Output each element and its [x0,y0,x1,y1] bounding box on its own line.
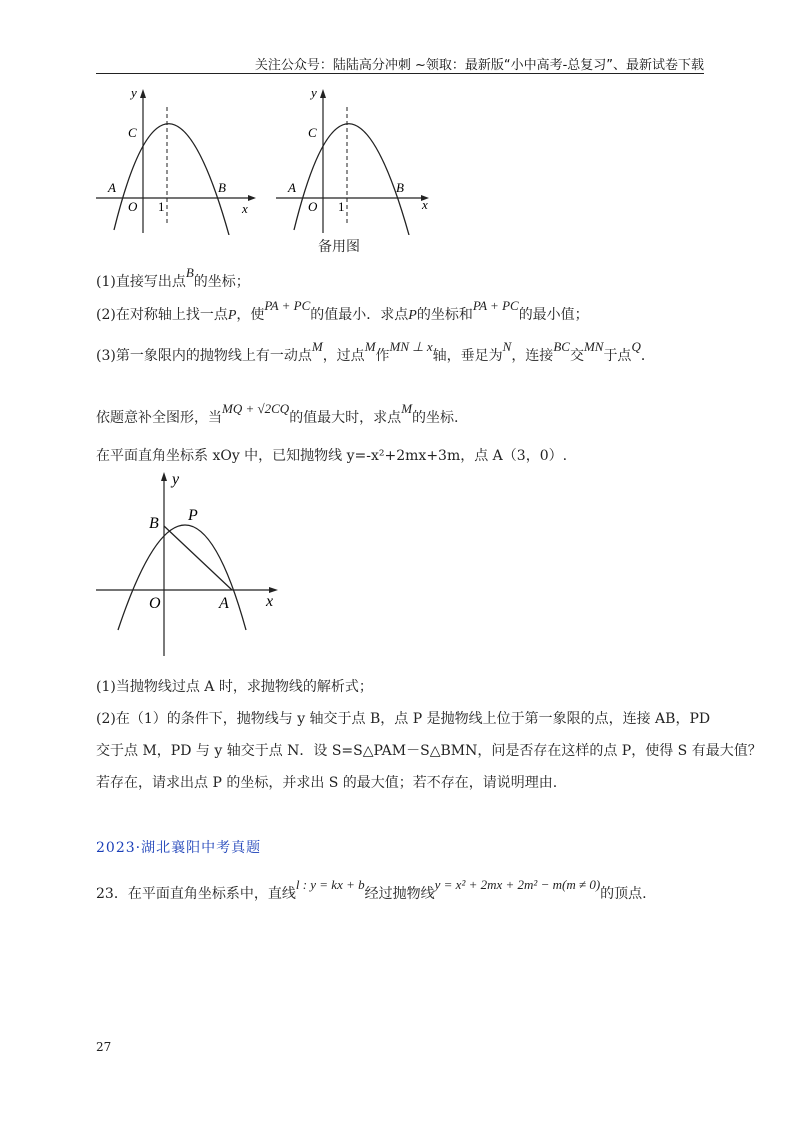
label-c: C [128,125,137,140]
problem2-q2-line3: 若存在，请求出点 P 的坐标，并求出 S 的最大值；若不存在，请说明理由. [96,775,558,791]
problem3-statement: 23．在平面直角坐标系中，直线l : y = kx + b经过抛物线y = x² + 2mx + 2m² − m(m ≠ 0)的顶点. [96,877,647,902]
label-o: O [128,199,138,214]
label-b: B [149,515,159,532]
label-p: P [188,507,198,524]
figure-parabola-left [96,85,266,235]
label-b: B [396,180,404,195]
label-x: x [242,201,248,216]
label-one: 1 [338,199,345,214]
label-a: A [219,595,229,612]
label-y: y [131,85,137,100]
problem1-q1: (1)直接写出点B的坐标； [96,265,250,290]
problem2-intro: 在平面直角坐标系 xOy 中，已知抛物线 y=-x²+2mx+3m，点 A（3，0）. [96,448,568,464]
problem2-q1: (1)当抛物线过点 A 时，求抛物线的解析式； [96,679,373,695]
problem1-q3b: 依题意补全图形，当MQ + √2CQ的值最大时，求点M的坐标. [96,401,459,426]
page-header: 关注公众号：陆陆高分冲刺 ~领取：最新版“小中高考-总复习”、最新试卷下载 [254,58,704,73]
page-number: 27 [96,1040,112,1054]
label-b: B [218,180,226,195]
problem2-q2-line1: (2)在（1）的条件下，抛物线与 y 轴交于点 B，点 P 是抛物线上位于第一象限的点，连接 AB，PD [96,711,711,727]
problem1-q2: (2)在对称轴上找一点P，使PA + PC的值最小．求点P的坐标和PA + PC的最小值； [96,298,589,323]
label-x: x [422,197,428,212]
header-rule [96,73,704,74]
figure-caption: 备用图 [318,239,360,255]
label-x: x [266,593,274,610]
figure-parabola-problem2 [96,470,286,660]
label-a: A [108,180,116,195]
problem1-q3: (3)第一象限内的抛物线上有一动点M，过点M作MN ⊥ x轴，垂足为N，连接BC交MN于点Q． [96,339,655,364]
label-one: 1 [158,199,165,214]
label-y: y [172,471,180,488]
label-a: A [288,180,296,195]
problem2-q2-line2: 交于点 M，PD 与 y 轴交于点 N．设 S=S△PAM－S△BMN，问是否存在这样的点 P，使得 S 有最大值？ [96,743,762,759]
label-o: O [308,199,318,214]
label-c: C [308,125,317,140]
label-o: O [149,595,161,612]
figure-parabola-right [276,85,446,235]
label-y: y [311,85,317,100]
section-title: 2023·湖北襄阳中考真题 [96,840,262,856]
